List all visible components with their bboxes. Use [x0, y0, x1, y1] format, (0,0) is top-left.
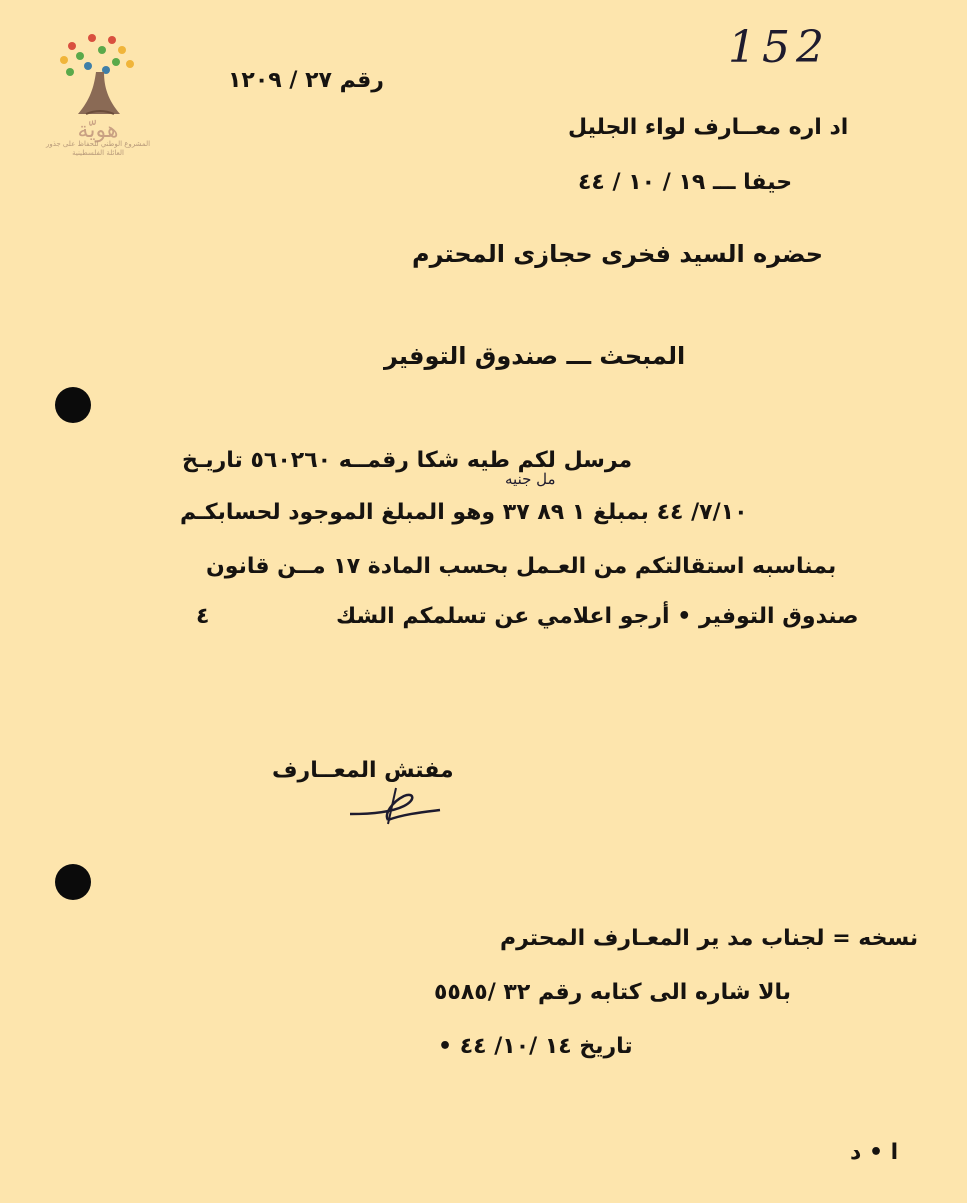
copy-line-2: بالا شاره الى كتابه رقم ٣٢ /٥٥٨٥ [434, 980, 792, 1005]
body-line-3: بمناسبه استقالتكم من العـمل بحسب المادة ١٧ مــن قانون [206, 554, 837, 579]
body-line-1: مرسل لكم طيه شكا رقمــه ٥٦٠٢٦٠ تاريـخ [182, 448, 633, 473]
body-line-4-mark: ٤ [196, 604, 210, 629]
body-handwritten-insert: مل جنيه [505, 470, 556, 488]
logo-caption: المشروع الوطني للحفاظ على جذور العائلة الفلسطينية [45, 140, 151, 157]
copy-line-1: نسخه = لجناب مد ير المعـارف المحترم [500, 926, 919, 951]
addressee: حضره السيد فخرى حجازى المحترم [412, 240, 824, 268]
office-name: اد اره معــارف لواء الجليل [568, 115, 849, 140]
logo-title: هويّة [77, 118, 119, 143]
footer-code: ا • د [850, 1140, 899, 1165]
punch-hole-top [55, 387, 91, 423]
body-line-4: صندوق التوفير • أرجو اعلامي عن تسلمكم الشك [336, 604, 859, 629]
subject-line: المبحث ـــ صندوق التوفير [384, 342, 686, 370]
signature-mark-icon [344, 784, 444, 828]
handwritten-page-number: 152 [728, 22, 830, 73]
tree-logo-icon [50, 32, 150, 192]
place-date: حيفا ـــ ١٩ / ١٠ / ٤٤ [578, 170, 793, 195]
signature-title: مفتش المعــارف [272, 758, 454, 783]
body-line-2: ٧/١٠/ ٤٤ بمبلغ ١ ٨٩ ٣٧ وهو المبلغ الموجود لحسابكـم [180, 500, 748, 525]
reference-number: رقم ٢٧ / ١٢٠٩ [228, 68, 384, 93]
copy-line-3: تاريخ ١٤ /١٠/ ٤٤ • [438, 1034, 633, 1059]
punch-hole-bottom [55, 864, 91, 900]
